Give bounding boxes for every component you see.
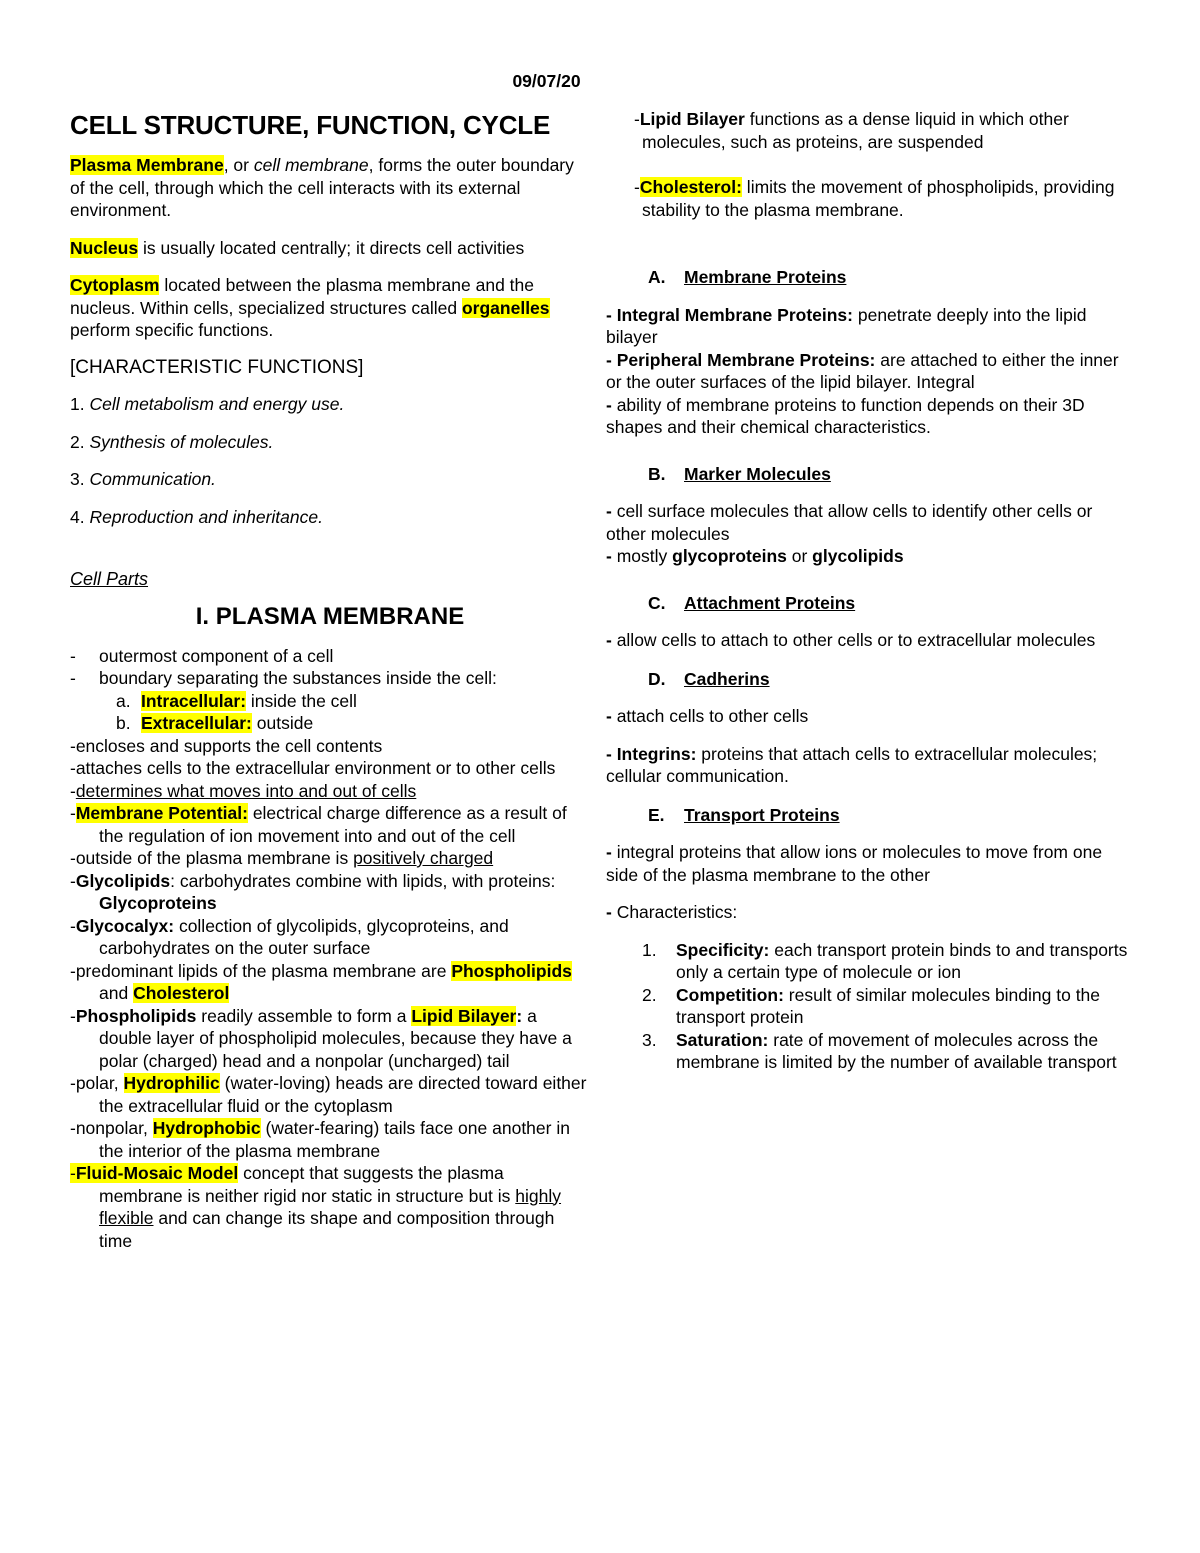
text: integral proteins that allow ions or molecules to move from one side of the plasma membrane to the other <box>606 842 1103 885</box>
list-item: - outermost component of a cell <box>70 645 334 666</box>
function-item <box>70 506 590 529</box>
function-number: 2. <box>70 431 85 452</box>
text: and <box>99 983 134 1003</box>
function-text: Synthesis of molecules. <box>89 431 274 452</box>
list-item <box>606 939 1136 984</box>
text: -polar, <box>70 1073 124 1093</box>
list-number: 2. <box>642 984 657 1005</box>
text: mostly <box>611 546 673 566</box>
section-heading-b <box>606 463 1136 486</box>
text: or <box>786 546 813 566</box>
text: - <box>634 177 640 197</box>
text: - <box>70 803 76 823</box>
section-heading-d <box>606 668 1136 691</box>
left-column <box>70 108 590 1252</box>
term-intracellular: Intracellular: <box>141 690 247 711</box>
list-item <box>70 1005 590 1073</box>
term-specificity: Specificity: <box>676 939 770 960</box>
text: boundary separating the substances inside the cell: <box>99 668 497 688</box>
section-name: Cadherins <box>684 668 770 689</box>
list-item <box>70 870 590 915</box>
list-item <box>606 349 1136 394</box>
dash: - <box>606 902 612 922</box>
function-item <box>70 431 590 454</box>
list-item <box>70 847 590 870</box>
list-item <box>70 1072 590 1117</box>
list-item <box>606 500 1136 545</box>
plasma-membrane-list <box>70 645 590 690</box>
function-text: Cell metabolism and energy use. <box>89 394 345 414</box>
nucleus-paragraph <box>70 237 590 260</box>
term-cholesterol: Cholesterol <box>133 983 230 1003</box>
text: perform specific functions. <box>70 320 274 340</box>
text: -predominant lipids of the plasma membrane are <box>70 960 452 981</box>
underlined-text: positively charged <box>353 848 494 868</box>
section-name: Attachment Proteins <box>684 592 856 613</box>
term-lipid-bilayer: Lipid Bilayer <box>639 109 745 129</box>
term-phospholipids: Phospholipids <box>451 960 572 981</box>
text: inside the cell <box>246 690 357 711</box>
plasma-membrane-paragraph <box>70 154 590 222</box>
list-item <box>606 545 1136 568</box>
term-glycolipids: Glycolipids <box>75 870 171 891</box>
term-hydrophilic: Hydrophilic <box>123 1073 220 1093</box>
list-item <box>606 1029 1136 1074</box>
list-item <box>606 629 1136 652</box>
section-name: Membrane Proteins <box>684 267 847 287</box>
list-item <box>606 743 1136 788</box>
list-item <box>70 960 590 1005</box>
section-heading-a <box>606 266 1136 289</box>
list-item <box>70 915 590 960</box>
section-name: Transport Proteins <box>684 804 840 825</box>
text: limits the movement of phospholipids, providing stability to the plasma membrane. <box>642 177 1115 220</box>
text: -outside of the plasma membrane is <box>70 848 354 868</box>
list-item: -attaches cells to the extracellular environment or to other cells <box>70 758 556 778</box>
text: (water-fearing) tails face one another in the interior of the plasma membrane <box>99 1118 570 1161</box>
text: result of similar molecules binding to the transport protein <box>676 984 1101 1027</box>
intra-extra-list <box>70 690 590 735</box>
characteristics-list <box>606 939 1136 1074</box>
list-item <box>606 901 1136 924</box>
text: readily assemble to form a <box>196 1005 412 1026</box>
term-glycolipids: glycolipids <box>812 546 904 566</box>
term-phospholipids: Phospholipids <box>75 1005 197 1026</box>
list-item <box>70 780 590 803</box>
term-membrane-potential: Membrane Potential: <box>75 803 248 823</box>
text: outermost component of a cell <box>99 645 334 666</box>
text: are attached to either the inner or the outer surfaces of the lipid bilayer. Integral <box>606 349 1119 392</box>
list-marker: b. <box>116 713 131 733</box>
underlined-text: determines what moves into and out of cells <box>75 780 417 801</box>
text: - <box>70 1163 76 1183</box>
page-date: 09/07/20 <box>512 71 581 91</box>
list-item <box>70 802 590 847</box>
text: each transport protein binds to and transports only a certain type of molecule or ion <box>676 939 1128 982</box>
function-number: 1. <box>70 394 85 414</box>
lipid-bilayer-paragraph <box>606 108 1136 153</box>
text: attach cells to other cells <box>611 706 809 726</box>
dash: - <box>606 501 612 521</box>
list-marker: a. <box>116 690 131 711</box>
text: , forms the outer boundary of the cell, through which the cell interacts with its external environment. <box>70 155 574 220</box>
list-number: 1. <box>642 939 657 960</box>
underlined-text: highly flexible <box>99 1185 562 1228</box>
text: collection of glycolipids, glycoproteins, and carbohydrates on the outer surface <box>99 915 509 958</box>
term-cholesterol: Cholesterol: <box>639 177 742 197</box>
function-number: 4. <box>70 506 85 527</box>
cytoplasm-paragraph <box>70 274 590 342</box>
cholesterol-paragraph <box>606 176 1136 221</box>
text: functions as a dense liquid in which other molecules, such as proteins, are suspended <box>642 109 1069 152</box>
term-competition: Competition: <box>676 984 784 1005</box>
section-heading-c <box>606 592 1136 615</box>
section-name: Marker Molecules <box>684 463 831 484</box>
text: and can change its shape and composition through time <box>99 1208 555 1251</box>
section-letter: E. <box>648 804 665 825</box>
dash: - <box>606 394 612 415</box>
text: , or <box>223 155 254 175</box>
term-integral: - Integral Membrane Proteins: <box>606 304 853 325</box>
list-number: 3. <box>642 1029 657 1050</box>
text: : carbohydrates combine with lipids, with proteins: <box>170 870 556 891</box>
text: concept that suggests the plasma membrane is neither rigid nor static in structure but is <box>99 1163 516 1206</box>
text: - <box>70 780 76 801</box>
list-item <box>606 304 1136 349</box>
term-hydrophobic: Hydrophobic <box>152 1118 261 1138</box>
list-item <box>70 712 590 735</box>
text: - <box>634 109 640 129</box>
term-fluid-mosaic-model: Fluid-Mosaic Model <box>75 1163 239 1183</box>
term-extracellular: Extracellular: <box>141 713 252 733</box>
text: (water-loving) heads are directed toward either the extracellular fluid or the cytoplasm <box>99 1073 587 1116</box>
term-saturation: Saturation: <box>676 1029 769 1050</box>
text: Characteristics: <box>611 902 738 922</box>
cell-parts-label: Cell Parts <box>70 569 149 589</box>
list-item: - boundary separating the substances inside the cell: <box>70 668 497 688</box>
list-item <box>606 705 1136 728</box>
text: proteins that attach cells to extracellular molecules; cellular communication. <box>606 743 1098 786</box>
italic-term: cell membrane <box>253 155 369 175</box>
text: is usually located centrally; it directs cell activities <box>138 237 525 258</box>
text: -nonpolar, <box>70 1118 153 1138</box>
text: cell surface molecules that allow cells to identify other cells or other molecules <box>606 501 1093 544</box>
text: - <box>70 915 76 936</box>
term-glycoproteins: glycoproteins <box>672 546 787 566</box>
list-item <box>70 1162 590 1252</box>
term-glycoproteins: Glycoproteins <box>99 893 217 913</box>
section-letter: B. <box>648 463 666 484</box>
cell-parts-heading <box>70 568 590 591</box>
section-letter: D. <box>648 668 666 689</box>
dash: - <box>606 630 612 650</box>
function-item <box>70 393 590 416</box>
term-peripheral: - Peripheral Membrane Proteins: <box>606 349 876 370</box>
right-column <box>606 108 1136 1074</box>
text: a double layer of phospholipid molecules, because they have a polar (charged) head and a nonpolar (uncharged) tail <box>99 1005 572 1071</box>
term-cytoplasm: Cytoplasm <box>70 275 160 295</box>
list-item <box>70 690 590 713</box>
text: located between the plasma membrane and the nucleus. Within cells, specialized structures called <box>70 275 535 318</box>
text: electrical charge difference as a result of the regulation of ion movement into and out of the cell <box>99 803 567 846</box>
dash: - <box>606 706 612 726</box>
dash: - <box>606 842 612 862</box>
list-item <box>606 394 1136 439</box>
text: allow cells to attach to other cells or to extracellular molecules <box>611 630 1096 650</box>
document-title: CELL STRUCTURE, FUNCTION, CYCLE <box>70 110 551 140</box>
section-letter: A. <box>648 267 666 287</box>
text: - <box>70 870 76 891</box>
list-item: -encloses and supports the cell contents <box>70 735 383 756</box>
term-glycocalyx: Glycocalyx: <box>75 915 175 936</box>
function-item <box>70 468 590 491</box>
list-item <box>606 984 1136 1029</box>
section-heading-e <box>606 804 1136 827</box>
text: rate of movement of molecules across the membrane is limited by the number of available transport <box>676 1029 1117 1072</box>
function-text: Reproduction and inheritance. <box>89 506 323 527</box>
term-plasma-membrane: Plasma Membrane <box>70 155 224 175</box>
dash: - <box>606 546 612 566</box>
section-letter: C. <box>648 592 666 613</box>
section-plasma-membrane-heading: I. PLASMA MEMBRANE <box>195 602 465 630</box>
list-item <box>606 841 1136 886</box>
term-lipid-bilayer: Lipid Bilayer <box>411 1005 517 1026</box>
function-number: 3. <box>70 469 85 489</box>
term-organelles: organelles <box>461 297 550 318</box>
text: ability of membrane proteins to function depends on their 3D shapes and their chemical characteristics. <box>606 394 1085 437</box>
term-integrins: - Integrins: <box>606 743 697 764</box>
list-item <box>70 1117 590 1162</box>
text: - <box>70 1005 76 1026</box>
function-text: Communication. <box>89 469 216 489</box>
text: penetrate deeply into the lipid bilayer <box>606 304 1087 347</box>
text: outside <box>251 713 314 733</box>
characteristic-heading: [CHARACTERISTIC FUNCTIONS] <box>70 356 364 378</box>
text: : <box>516 1005 523 1026</box>
term-nucleus: Nucleus <box>70 237 139 258</box>
